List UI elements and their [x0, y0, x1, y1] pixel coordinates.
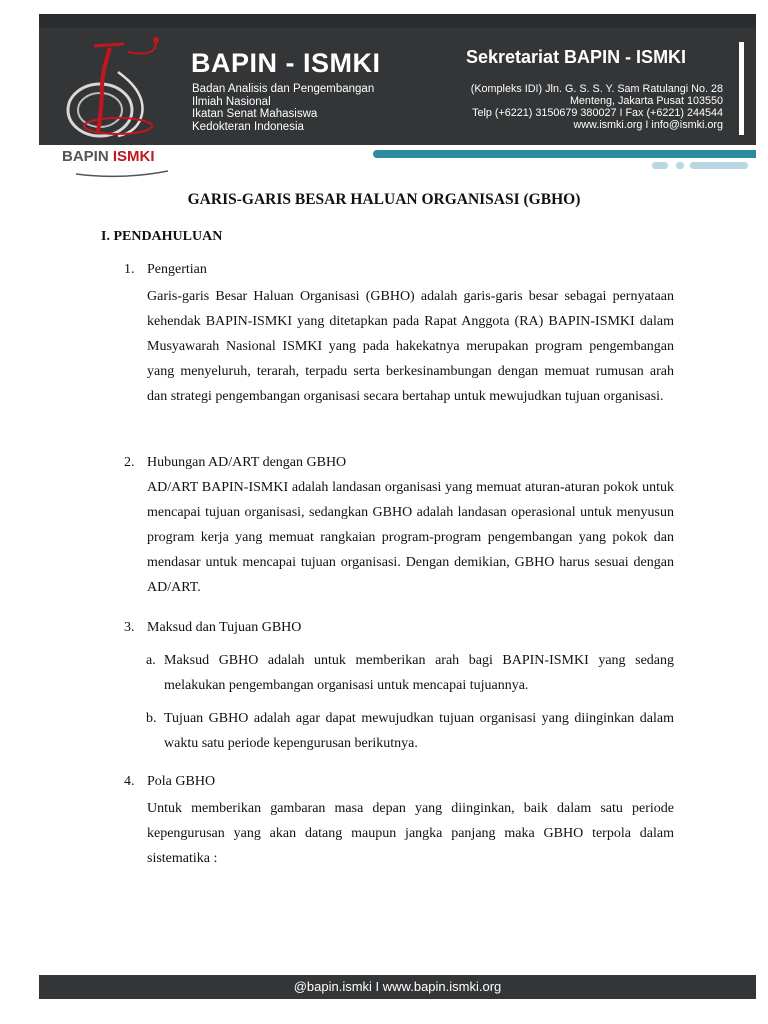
letterhead-top-stripe: [39, 14, 756, 28]
item-paragraph: Untuk memberikan gambaran masa depan yang diinginkan, baik dalam satu periode kepengurusan yang akan datang maupun jangka panjang maka GBHO terpola dalam sistematika :: [147, 801, 674, 866]
item-paragraph: AD/ART BAPIN-ISMKI adalah landasan organisasi yang memuat aturan-aturan pokok untuk mencapai tujuan organisasi, sedangkan GBHO adalah landasan operasional untuk menyusun program kerja yang memuat rangkaian program-program pengembangan yang pokok dan mendasar untuk mencapai tujuan organisasi. Dengan demikian, GBHO harus sesuai dengan AD/ART.: [147, 480, 674, 595]
accent-pill: [652, 162, 668, 169]
section-heading: I. PENDAHULUAN: [101, 229, 223, 244]
accent-bar: [373, 150, 756, 158]
brand-name: BAPIN - ISMKI: [191, 48, 381, 78]
list-item-text: Maksud GBHO adalah untuk memberikan arah bagi BAPIN-ISMKI yang sedang melakukan pengembangan organisasi untuk mencapai tujuannya.: [164, 653, 674, 693]
footer-text: @bapin.ismki I www.bapin.ismki.org: [293, 979, 502, 994]
logo-wordmark-red: ISMKI: [112, 148, 155, 165]
logo-wordmark-gray: BAPIN: [62, 148, 113, 165]
address-line: Telp (+6221) 3150679 380027 I Fax (+6221) 244544: [472, 107, 723, 119]
item-number: 3.: [124, 620, 135, 635]
item-heading: [124, 774, 215, 790]
item-heading-text: Hubungan AD/ART dengan GBHO: [147, 455, 347, 470]
item-heading: [124, 455, 346, 471]
item-number: 4.: [124, 774, 135, 789]
item-number: 2.: [124, 455, 135, 470]
accent-pill: [690, 162, 748, 169]
list-item: [146, 706, 674, 756]
flask-logo-icon: [58, 32, 178, 142]
address-line: Menteng, Jakarta Pusat 103550: [569, 95, 723, 107]
list-item-label: a.: [146, 653, 156, 668]
header-vertical-bar: [739, 42, 744, 135]
brand-subtitle: [192, 83, 374, 133]
list-item-label: b.: [146, 711, 157, 726]
logo-wordmark: [62, 148, 155, 165]
sekretariat-address: [471, 83, 723, 131]
logo-swoosh-icon: [74, 168, 170, 178]
brand-subtitle-line: Ikatan Senat Mahasiswa: [192, 108, 318, 121]
sekretariat-title: Sekretariat BAPIN - ISMKI: [466, 47, 687, 67]
brand-subtitle-line: Kedokteran Indonesia: [192, 120, 304, 133]
brand-subtitle-line: Badan Analisis dan Pengembangan: [192, 83, 375, 95]
address-line: (Kompleks IDI) Jln. G. S. S. Y. Sam Ratulangi No. 28: [470, 83, 723, 95]
item-heading-text: Maksud dan Tujuan GBHO: [147, 620, 302, 635]
list-item-text: Tujuan GBHO adalah agar dapat mewujudkan tujuan organisasi yang diinginkan dalam waktu satu periode kepengurusan berikutnya.: [164, 711, 674, 751]
footer-bar: [39, 975, 756, 999]
document-title: GARIS-GARIS BESAR HALUAN ORGANISASI (GBHO): [187, 191, 581, 208]
list-item: [146, 648, 674, 698]
item-heading-text: Pengertian: [147, 262, 207, 277]
brand-subtitle-line: Ilmiah Nasional: [192, 95, 271, 108]
item-heading: [124, 262, 207, 278]
item-paragraph: Garis-garis Besar Haluan Organisasi (GBHO) adalah garis-garis besar sebagai pernyataan kehendak BAPIN-ISMKI yang ditetapkan pada Rapat Anggota (RA) BAPIN-ISMKI dalam Musyawarah Nasional ISMKI yang pada hakekatnya merupakan program pengembangan yang menyeluruh, terarah, terpadu serta berkesinambungan dengan memuat rumusan arah dan strategi pengembangan organisasi secara bertahap untuk mewujudkan tujuan organisasi.: [147, 289, 674, 404]
accent-pill: [676, 162, 684, 169]
item-heading-text: Pola GBHO: [147, 774, 216, 789]
address-line: www.ismki.org I info@ismki.org: [573, 119, 723, 131]
item-heading: [124, 620, 301, 636]
item-number: 1.: [124, 262, 135, 277]
